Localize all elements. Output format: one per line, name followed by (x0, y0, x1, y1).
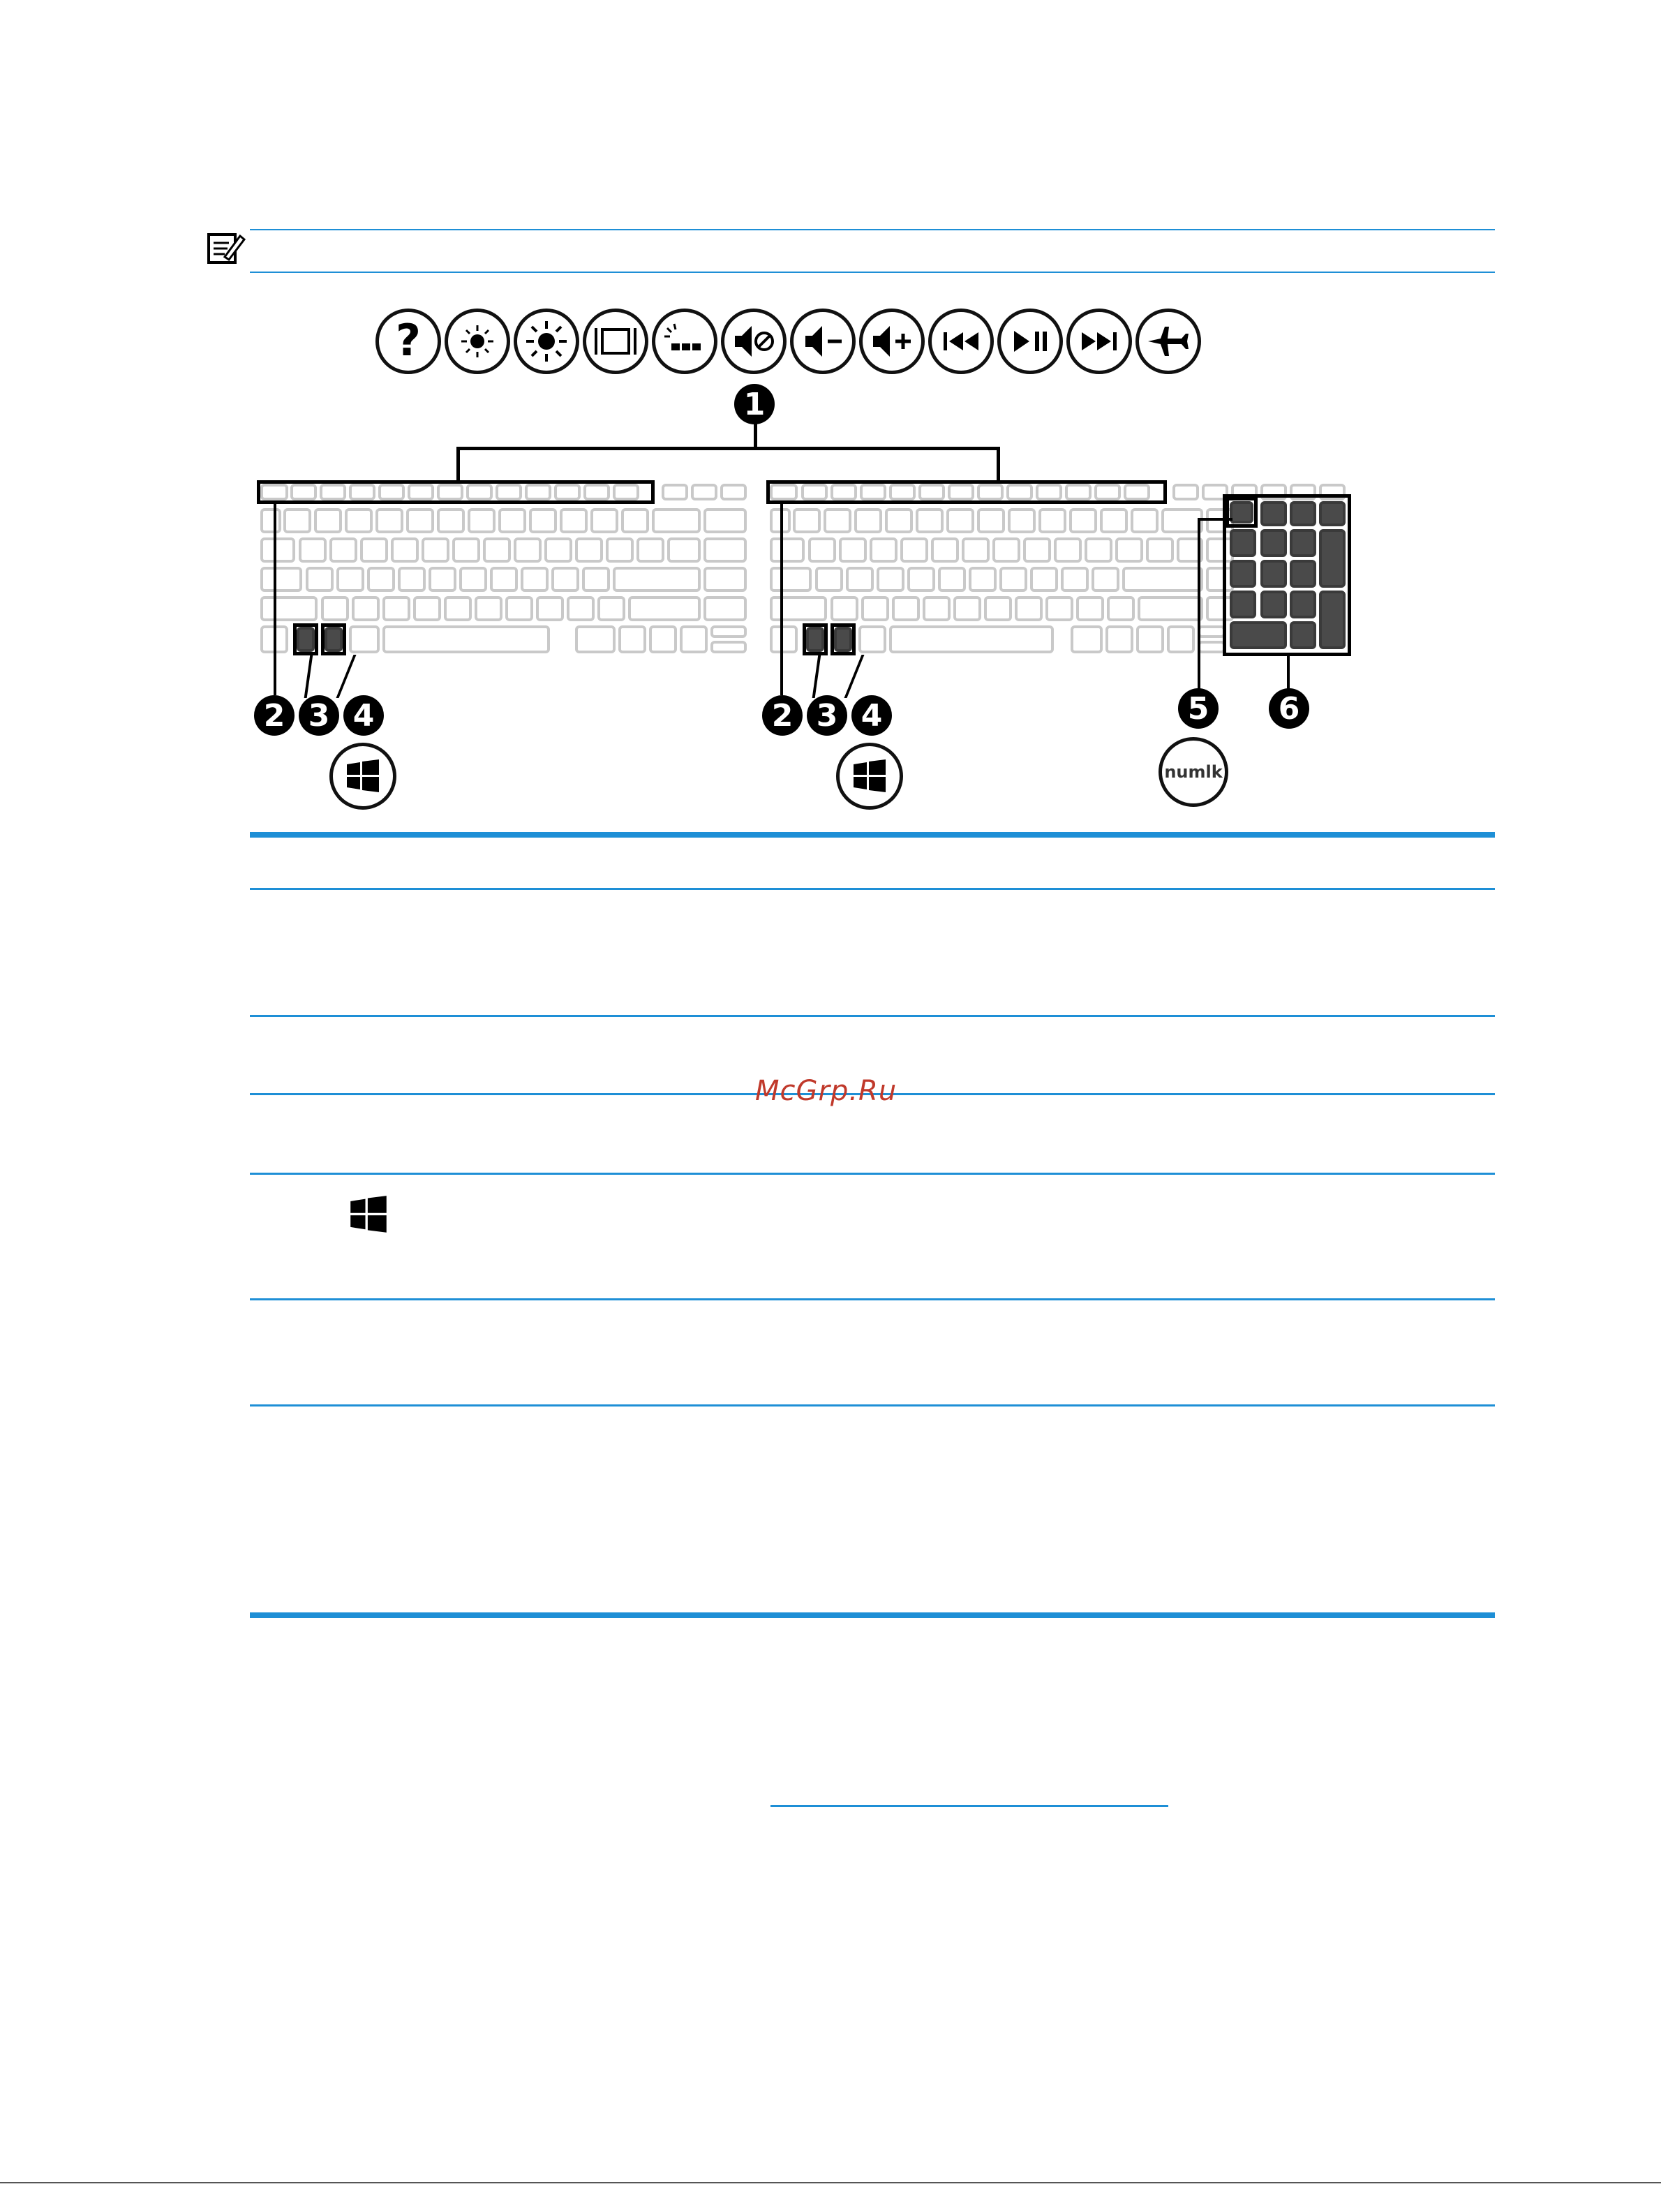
key (466, 484, 493, 500)
numpad-key (1290, 560, 1316, 588)
key (923, 596, 951, 621)
windows-key (834, 627, 852, 652)
key (846, 567, 874, 592)
numlock-key-icon (1159, 737, 1228, 807)
key (349, 625, 380, 653)
key (490, 567, 518, 592)
key (505, 596, 533, 621)
key (1105, 625, 1133, 653)
key (992, 537, 1020, 563)
key (793, 508, 821, 533)
next-track-icon (1066, 309, 1132, 374)
table-row-divider (250, 1015, 1495, 1017)
key (861, 596, 889, 621)
function-key-icons (375, 309, 1201, 381)
numpad-key (1230, 621, 1287, 649)
key (621, 508, 649, 533)
key (352, 596, 380, 621)
key (636, 537, 664, 563)
key (321, 596, 349, 621)
previous-track-icon (928, 309, 994, 374)
key (314, 508, 342, 533)
numpad-key (1290, 591, 1316, 618)
callout-3: 3 (299, 695, 339, 736)
key (946, 508, 974, 533)
volume-up-icon (859, 309, 925, 374)
windows-key-icon-circle (329, 743, 396, 810)
key (283, 508, 311, 533)
keyboard-backlight-icon (652, 309, 717, 374)
key (613, 567, 701, 592)
fn-key (297, 627, 315, 652)
key (260, 537, 295, 563)
key (680, 625, 708, 653)
key (1006, 484, 1033, 500)
key (498, 508, 526, 533)
link-underline[interactable] (770, 1805, 1168, 1807)
key (444, 596, 472, 621)
svg-text:?: ? (396, 317, 421, 366)
key (969, 567, 997, 592)
numpad-key (1260, 529, 1287, 557)
key (544, 537, 572, 563)
key (1023, 537, 1051, 563)
callout-2: 2 (762, 695, 803, 736)
key (1054, 537, 1082, 563)
key (977, 484, 1004, 500)
key (1061, 567, 1089, 592)
bracket-right-leg (997, 447, 1000, 480)
key (962, 537, 990, 563)
keyboard-illustration-a (257, 480, 754, 662)
key (710, 641, 747, 653)
numpad-key (1260, 560, 1287, 588)
key (367, 567, 395, 592)
callout-6: 6 (1269, 688, 1309, 729)
callout-4: 4 (851, 695, 892, 736)
key (529, 508, 557, 533)
windows-logo-icon (345, 759, 380, 794)
keyboard-illustration-b (766, 480, 1353, 662)
key (1122, 567, 1203, 592)
key (1100, 508, 1128, 533)
key (1038, 508, 1066, 533)
leader-5-horizontal (1198, 518, 1232, 521)
key (560, 508, 588, 533)
key (860, 484, 886, 500)
key (977, 508, 1005, 533)
key (720, 484, 747, 500)
help-icon (375, 309, 441, 374)
key (892, 596, 920, 621)
key (413, 596, 441, 621)
brightness-up-icon (514, 309, 579, 374)
key (525, 484, 551, 500)
leader-2b (780, 504, 783, 695)
key (931, 537, 959, 563)
volume-down-icon (790, 309, 856, 374)
key (582, 567, 610, 592)
airplane-mode-icon (1135, 309, 1201, 374)
key (667, 537, 701, 563)
key (1069, 508, 1097, 533)
key (618, 625, 646, 653)
numpad-key (1290, 621, 1316, 649)
key (1008, 508, 1036, 533)
windows-logo-icon (852, 759, 887, 794)
key (536, 596, 564, 621)
numlock-label: numlk (1164, 762, 1223, 782)
mute-icon (721, 309, 787, 374)
key (1124, 484, 1150, 500)
key (628, 596, 701, 621)
key (900, 537, 928, 563)
key (360, 537, 388, 563)
key (953, 596, 981, 621)
key (652, 508, 701, 533)
callout-1: 1 (734, 384, 775, 424)
key (801, 484, 828, 500)
key (575, 625, 616, 653)
key (290, 484, 317, 500)
numpad-key (1260, 501, 1287, 526)
key (260, 508, 281, 533)
bracket-left-leg (456, 447, 460, 480)
key (329, 537, 357, 563)
brightness-down-icon (445, 309, 510, 374)
key (1094, 484, 1121, 500)
numpad-key (1319, 529, 1346, 588)
numlock-key (1230, 501, 1253, 524)
key (691, 484, 717, 500)
key (320, 484, 346, 500)
bracket-stem (754, 423, 757, 448)
key (889, 484, 916, 500)
key (429, 567, 456, 592)
key (408, 484, 434, 500)
key (830, 596, 858, 621)
key (770, 596, 827, 621)
note-top-rule (250, 229, 1495, 230)
key (437, 508, 465, 533)
key (422, 537, 449, 563)
key (815, 567, 843, 592)
callout-5: 5 (1178, 688, 1219, 729)
key (1161, 508, 1203, 533)
key (468, 508, 496, 533)
key (514, 537, 542, 563)
key (554, 484, 581, 500)
numpad-key (1290, 529, 1316, 557)
key (1085, 537, 1112, 563)
windows-logo-icon (349, 1195, 388, 1234)
note-bottom-rule (250, 272, 1495, 273)
key (948, 484, 974, 500)
key (575, 537, 603, 563)
key (452, 537, 480, 563)
key (398, 567, 426, 592)
key (1107, 596, 1135, 621)
key (382, 596, 410, 621)
key (984, 596, 1012, 621)
table-top-rule (250, 832, 1495, 838)
key (907, 567, 935, 592)
key (877, 567, 904, 592)
numpad-key (1230, 529, 1256, 557)
key (1172, 484, 1199, 500)
key (662, 484, 688, 500)
leader-2a (274, 504, 276, 695)
key (406, 508, 434, 533)
key (703, 596, 747, 621)
key (1138, 596, 1203, 621)
numpad-key (1290, 501, 1316, 526)
display-switch-icon (583, 309, 648, 374)
key (260, 484, 288, 500)
key (1071, 625, 1103, 653)
key (567, 596, 595, 621)
callout-2: 2 (254, 695, 295, 736)
numpad-key (1230, 560, 1256, 588)
table-row-divider (250, 1404, 1495, 1406)
leader-5-vertical (1198, 518, 1200, 691)
key (703, 537, 747, 563)
key (1076, 596, 1104, 621)
key (824, 508, 851, 533)
leader-6 (1287, 656, 1290, 692)
key (1146, 537, 1174, 563)
callout-4: 4 (343, 695, 384, 736)
key (260, 596, 318, 621)
key (496, 484, 522, 500)
numpad-key (1260, 591, 1287, 618)
key (649, 625, 677, 653)
key (770, 484, 798, 500)
callout-3: 3 (807, 695, 847, 736)
key (918, 484, 945, 500)
key (1131, 508, 1159, 533)
key (306, 567, 334, 592)
table-row-divider (250, 1173, 1495, 1175)
fn-key (806, 627, 824, 652)
numpad-key (1319, 501, 1346, 526)
key (475, 596, 502, 621)
key (551, 567, 579, 592)
key (770, 625, 798, 653)
watermark-text: McGrp.Ru (755, 1075, 897, 1107)
key (1136, 625, 1164, 653)
key (483, 537, 511, 563)
key (710, 625, 747, 638)
key (613, 484, 639, 500)
key (1036, 484, 1062, 500)
key (916, 508, 944, 533)
key (1015, 596, 1043, 621)
key (885, 508, 913, 533)
bracket-bar (456, 447, 999, 450)
key (375, 508, 403, 533)
spacebar (889, 625, 1054, 653)
table-header-rule (250, 888, 1495, 890)
key (378, 484, 405, 500)
key (437, 484, 463, 500)
key (1167, 625, 1195, 653)
key (854, 508, 882, 533)
key (299, 537, 327, 563)
key (1045, 596, 1073, 621)
spacebar (382, 625, 550, 653)
key (830, 484, 857, 500)
key (260, 567, 302, 592)
table-row-divider (250, 1298, 1495, 1300)
key (597, 596, 625, 621)
key (590, 508, 618, 533)
key (938, 567, 966, 592)
windows-key-icon-circle (836, 743, 903, 810)
key (349, 484, 375, 500)
key (1198, 641, 1226, 653)
key (345, 508, 373, 533)
windows-key (325, 627, 343, 652)
table-bottom-rule (250, 1612, 1495, 1618)
key (808, 537, 836, 563)
play-pause-icon (997, 309, 1063, 374)
key (606, 537, 634, 563)
numpad-key (1319, 591, 1346, 649)
page-footer-rule (0, 2182, 1661, 2183)
key (999, 567, 1027, 592)
key (336, 567, 364, 592)
key (1065, 484, 1092, 500)
key (703, 567, 747, 592)
key (858, 625, 886, 653)
key (1030, 567, 1058, 592)
note-pencil-icon (207, 230, 246, 265)
key (1115, 537, 1143, 563)
key (459, 567, 487, 592)
key (870, 537, 897, 563)
numpad-key (1230, 591, 1256, 618)
key (1198, 625, 1226, 638)
key (1092, 567, 1119, 592)
key (583, 484, 610, 500)
key (521, 567, 549, 592)
key (703, 508, 747, 533)
key (770, 537, 805, 563)
key (770, 567, 812, 592)
key (391, 537, 419, 563)
key (839, 537, 867, 563)
